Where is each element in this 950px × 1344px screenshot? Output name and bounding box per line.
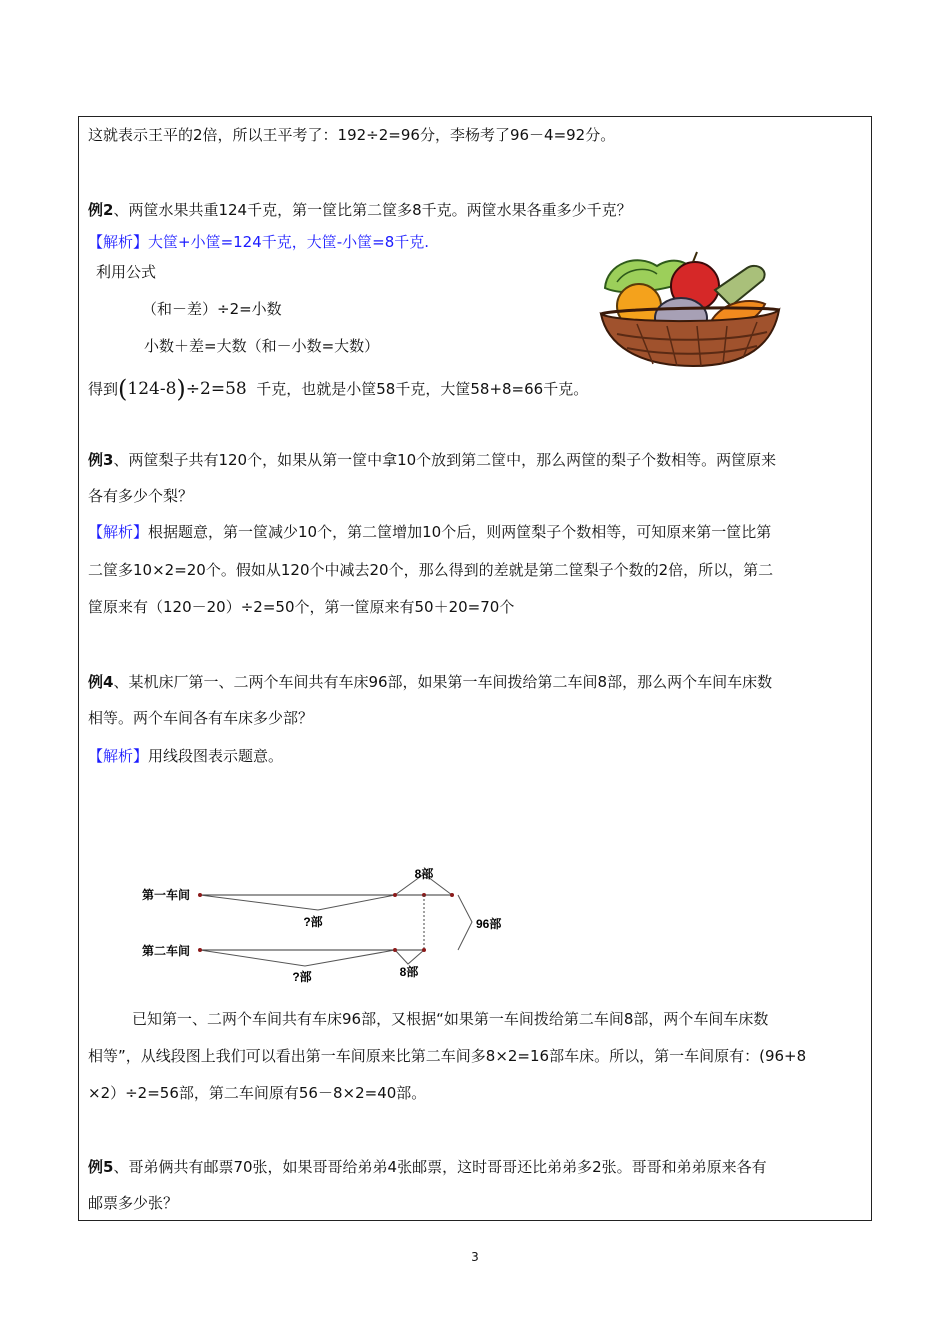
example-4-analysis-text: 用线段图表示题意。 bbox=[148, 747, 284, 765]
analysis-tag-3: 【解析】 bbox=[88, 523, 149, 541]
example-3-label: 例3 bbox=[88, 451, 114, 469]
example-2-text: 、两筐水果共重124千克，第一筐比第二筐多8千克。两筐水果各重多少千克？ bbox=[113, 201, 632, 219]
formula-1: （和－差）÷2=小数 bbox=[142, 300, 282, 318]
example-5-text-1: 、哥弟俩共有邮票70张，如果哥哥给弟弟4张邮票，这时哥哥还比弟弟多2张。哥哥和弟弟原来各有 bbox=[113, 1158, 767, 1176]
row1-brace bbox=[200, 895, 395, 910]
formula-close-paren: ) bbox=[176, 375, 186, 403]
example-4-body-3: ×2）÷2=56部，第二车间原有56－8×2=40部。 bbox=[88, 1084, 427, 1102]
example-4-label: 例4 bbox=[88, 673, 114, 691]
fruit-basket-image bbox=[597, 248, 783, 368]
example-4-body-1: 已知第一、二两个车间共有车床96部，又根据“如果第一车间拨给第二车间8部，两个车间车床数 bbox=[132, 1010, 769, 1028]
example-5-label: 例5 bbox=[88, 1158, 114, 1176]
example-3-question-1 bbox=[88, 449, 776, 471]
example-4-text-1: 、某机床厂第一、二两个车间共有车床96部，如果第一车间拨给第二车间8部，那么两个车间车床数 bbox=[113, 673, 773, 691]
example-5-question-1 bbox=[88, 1156, 767, 1178]
result-prefix: 得到 bbox=[88, 380, 119, 398]
row1-label: 第一车间 bbox=[142, 888, 191, 902]
example-3-analysis-text-1: 根据题意，第一筐减少10个，第二筐增加10个后，则两筐梨子个数相等，可知原来第一筐比第 bbox=[148, 523, 772, 541]
example-4-question-2: 相等。两个车间各有车床多少部？ bbox=[88, 709, 314, 727]
example-2-analysis: 【解析】大筐+小筐=124千克，大筐-小筐=8千克. bbox=[88, 233, 430, 251]
segment-diagram bbox=[130, 860, 520, 985]
row2-brace bbox=[200, 950, 395, 966]
result-suffix: 千克，也就是小筐58千克，大筐58+8=66千克。 bbox=[256, 380, 589, 398]
row1-question-label: ?部 bbox=[303, 915, 323, 929]
bottom-8-label: 8部 bbox=[399, 965, 419, 979]
row2-label: 第二车间 bbox=[142, 944, 191, 958]
analysis-tag-4: 【解析】 bbox=[88, 747, 149, 765]
formula-inner: 124-8 bbox=[127, 379, 177, 399]
example-2-question bbox=[88, 199, 632, 221]
example-4-analysis bbox=[88, 745, 283, 767]
formula-2: 小数＋差=大数（和－小数=大数） bbox=[144, 337, 380, 355]
page-number: 3 bbox=[471, 1250, 479, 1264]
row2-question-label: ?部 bbox=[292, 970, 312, 984]
formula-open-paren: ( bbox=[118, 375, 128, 403]
total-label: 96部 bbox=[476, 917, 502, 931]
example-3-analysis-3: 筐原来有（120－20）÷2=50个，第一筐原来有50＋20=70个 bbox=[88, 598, 515, 616]
line-wang-ping: 这就表示王平的2倍，所以王平考了：192÷2=96分，李杨考了96－4=92分。 bbox=[88, 126, 616, 144]
top-8-label: 8部 bbox=[414, 867, 434, 881]
example-3-question-2: 各有多少个梨？ bbox=[88, 487, 194, 505]
row2-bottom-brace bbox=[395, 950, 424, 964]
example-2-label: 例2 bbox=[88, 201, 114, 219]
example-2-result bbox=[88, 375, 589, 403]
result-formula bbox=[118, 375, 247, 403]
formula-rest: ÷2=58 bbox=[185, 379, 247, 399]
example-5-question-2: 邮票多少张？ bbox=[88, 1194, 179, 1212]
example-3-text-1: 、两筐梨子共有120个，如果从第一筐中拿10个放到第二筐中，那么两筐的梨子个数相等。两筐原来 bbox=[113, 451, 777, 469]
example-4-body-2: 相等”，从线段图上我们可以看出第一车间原来比第二车间多8×2=16部车床。所以，第一车间原有：(96+8 bbox=[88, 1047, 807, 1065]
example-4-question-1 bbox=[88, 671, 772, 693]
formula-intro: 利用公式 bbox=[96, 263, 157, 281]
example-3-analysis-1 bbox=[88, 521, 771, 543]
example-3-analysis-2: 二筐多10×2=20个。假如从120个中减去20个，那么得到的差就是第二筐梨子个数的2倍，所以，第二 bbox=[88, 561, 774, 579]
total-brace bbox=[458, 895, 472, 950]
